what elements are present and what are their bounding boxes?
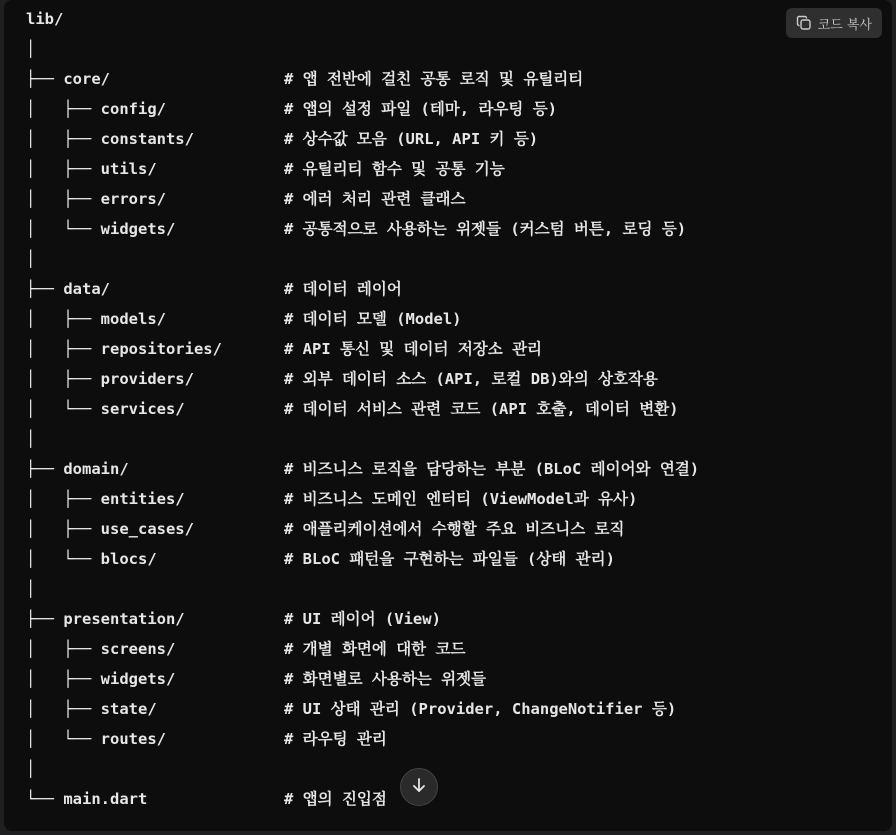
code-comment: # 화면별로 사용하는 위젯들 (284, 670, 487, 688)
tree-path: ├── data/ (26, 280, 110, 298)
code-comment: # 공통적으로 사용하는 위젯들 (커스텀 버튼, 로딩 등) (284, 220, 687, 238)
code-comment: # 유틸리티 함수 및 공통 기능 (284, 160, 505, 178)
code-comment: # 라우팅 관리 (284, 730, 387, 748)
code-comment: # 데이터 서비스 관련 코드 (API 호출, 데이터 변환) (284, 400, 679, 418)
tree-path: │ ├── screens/ (26, 640, 176, 658)
tree-path: │ (26, 40, 36, 58)
copy-code-label: 코드 복사 (817, 17, 872, 33)
tree-path: ├── presentation/ (26, 610, 185, 628)
code-comment: # 데이터 레이어 (284, 280, 402, 298)
tree-path: │ └── widgets/ (26, 220, 176, 238)
code-comment: # 비즈니스 로직을 담당하는 부분 (BLoC 레이어와 연결) (284, 460, 700, 478)
tree-path: │ ├── config/ (26, 100, 166, 118)
tree-path: ├── core/ (26, 70, 110, 88)
tree-path: │ ├── providers/ (26, 370, 194, 388)
code-comment: # UI 상태 관리 (Provider, ChangeNotifier 등) (284, 700, 677, 718)
tree-path: │ ├── models/ (26, 310, 166, 328)
copy-icon (796, 15, 812, 31)
tree-path: │ └── routes/ (26, 730, 166, 748)
code-comment: # 애플리케이션에서 수행할 주요 비즈니스 로직 (284, 520, 625, 538)
arrow-down-icon (410, 776, 428, 799)
copy-code-button[interactable] (786, 8, 882, 38)
tree-path: │ ├── utils/ (26, 160, 157, 178)
tree-path: │ └── blocs/ (26, 550, 157, 568)
code-comment: # BLoC 패턴을 구현하는 파일들 (상태 관리) (284, 550, 615, 568)
tree-path: │ ├── use_cases/ (26, 520, 194, 538)
tree-path: │ ├── widgets/ (26, 670, 176, 688)
tree-path: │ ├── repositories/ (26, 340, 222, 358)
tree-path: │ ├── constants/ (26, 130, 194, 148)
tree-path: │ (26, 760, 36, 778)
code-comment: # 앱의 진입점 (284, 790, 387, 808)
code-comment: # 비즈니스 도메인 엔터티 (ViewModel과 유사) (284, 490, 638, 508)
tree-path: │ (26, 430, 36, 448)
tree-path: ├── domain/ (26, 460, 129, 478)
tree-path: lib/ (26, 10, 64, 28)
code-comment: # 에러 처리 관련 클래스 (284, 190, 466, 208)
scroll-to-bottom-button[interactable] (400, 768, 438, 806)
tree-path: │ (26, 580, 36, 598)
tree-path: │ ├── errors/ (26, 190, 166, 208)
tree-path: │ ├── entities/ (26, 490, 185, 508)
code-comment: # 데이터 모델 (Model) (284, 310, 462, 328)
tree-path: │ (26, 250, 36, 268)
code-comment: # 앱 전반에 걸친 공통 로직 및 유틸리티 (284, 70, 584, 88)
tree-path: └── main.dart (26, 790, 148, 808)
code-comment: # UI 레이어 (View) (284, 610, 441, 628)
tree-path: │ ├── state/ (26, 700, 157, 718)
code-comment: # 앱의 설정 파일 (테마, 라우팅 등) (284, 100, 557, 118)
code-block (4, 0, 892, 831)
code-comment: # 개별 화면에 대한 코드 (284, 640, 466, 658)
code-comment: # 상수값 모음 (URL, API 키 등) (284, 130, 539, 148)
code-comment: # 외부 데이터 소스 (API, 로컬 DB)와의 상호작용 (284, 370, 658, 388)
code-comment: # API 통신 및 데이터 저장소 관리 (284, 340, 543, 358)
tree-path: │ └── services/ (26, 400, 185, 418)
